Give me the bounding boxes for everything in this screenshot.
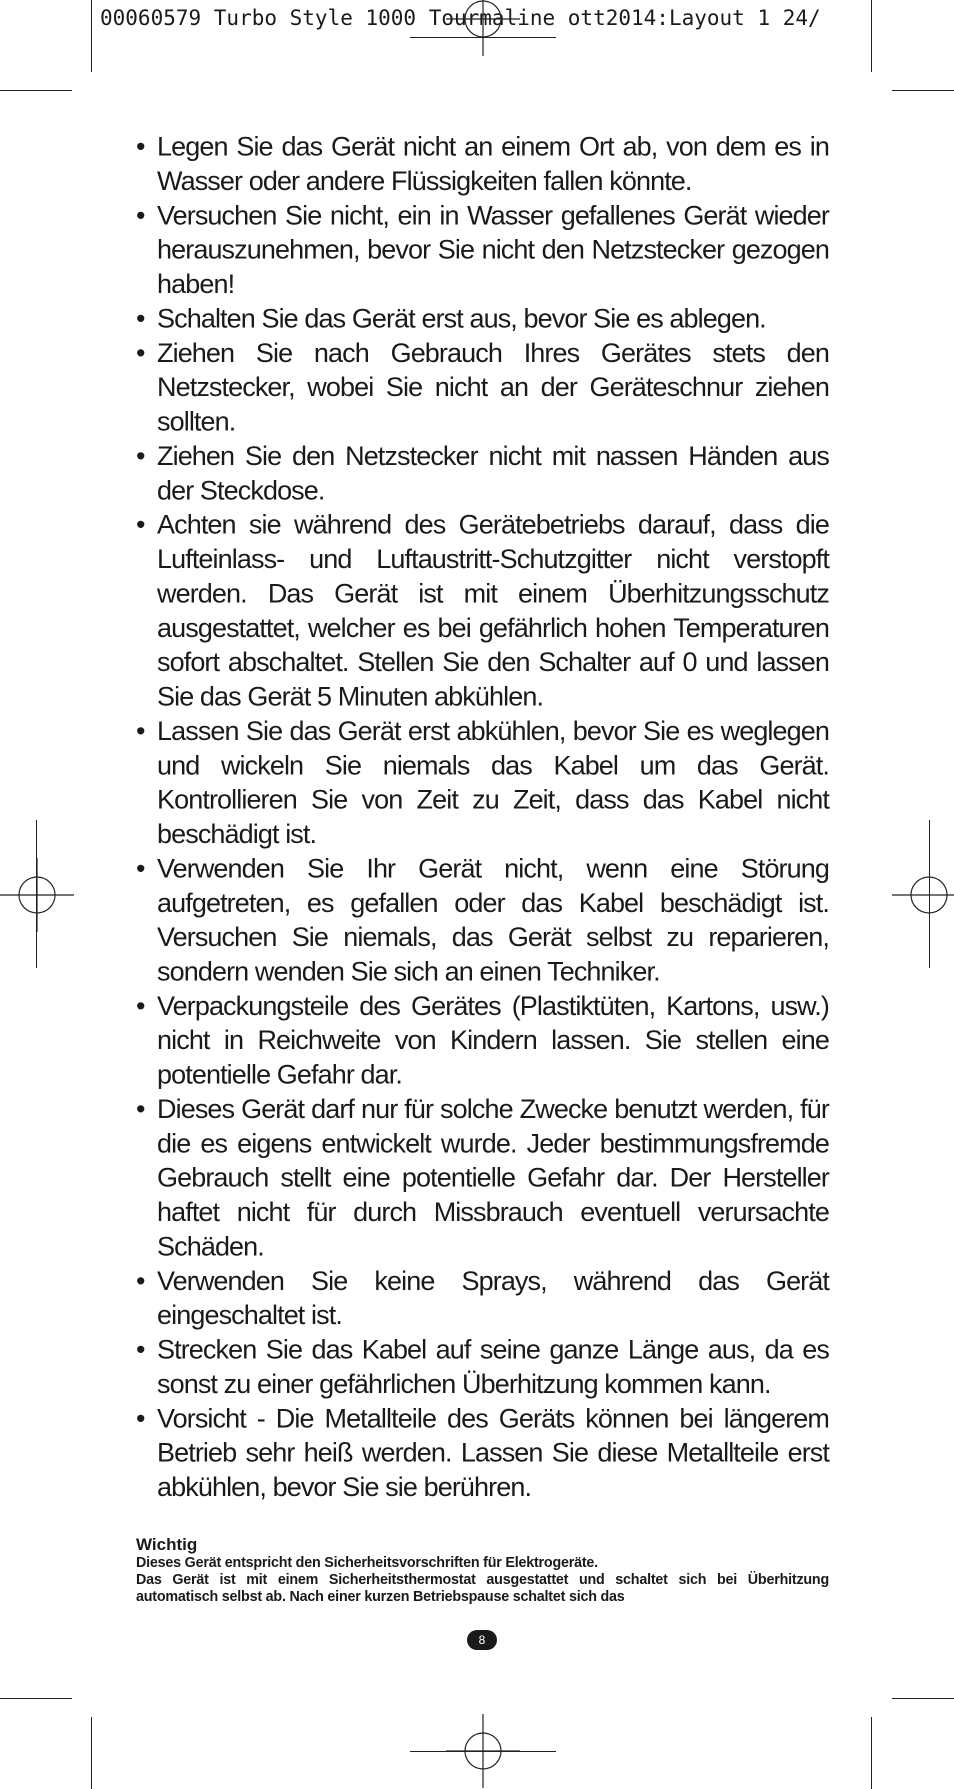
safety-bullet-item: • Strecken Sie das Kabel auf seine ganze Länge aus, da es sonst zu einer gefährlichen Überhitzung kommen kann.	[136, 1333, 829, 1402]
crop-mark-bottom-left-h	[0, 1698, 72, 1699]
safety-bullet-list	[136, 130, 829, 1505]
registration-mark-left-axis	[36, 820, 37, 968]
crop-mark-bottom-right-h	[892, 1698, 954, 1699]
safety-bullet-item: • Schalten Sie das Gerät erst aus, bevor Sie es ablegen.	[136, 302, 829, 336]
crop-mark-top-left-h	[0, 90, 72, 91]
registration-mark-bottom-axis	[410, 1751, 556, 1752]
crop-mark-top-left	[91, 0, 92, 72]
crop-mark-top-right-h	[892, 90, 954, 91]
safety-bullet-item: • Vorsicht - Die Metallteile des Geräts können bei längerem Betrieb sehr heiß werden. Lassen Sie diese Metallteile erst abkühlen, bevor Sie sie berühren.	[136, 1402, 829, 1505]
safety-bullet-item: • Dieses Gerät darf nur für solche Zwecke benutzt werden, für die es eigens entwickelt wurde. Jeder bestimmungsfremde Gebrauch stellt eine potentielle Gefahr dar. Der Hersteller haftet nicht für durch Missbrauch eventuell verursachte Schäden.	[136, 1092, 829, 1264]
safety-bullet-item: • Legen Sie das Gerät nicht an einem Ort ab, von dem es in Wasser oder andere Flüssigkeiten fallen könnte.	[136, 130, 829, 199]
notice-line-2: Das Gerät ist mit einem Sicherheitsthermostat ausgestattet und schaltet sich bei Überhitzung automatisch selbst ab. Nach einer kurzen Betriebspause schaltet sich das	[136, 1572, 829, 1605]
safety-bullet-item: • Ziehen Sie nach Gebrauch Ihres Gerätes stets den Netzstecker, wobei Sie nicht an der Geräteschnur ziehen sollten.	[136, 336, 829, 439]
registration-mark-top-icon	[446, 0, 520, 56]
crop-mark-bottom-right	[871, 1717, 872, 1789]
important-notice	[136, 1534, 829, 1606]
registration-mark-right-axis	[929, 820, 930, 968]
registration-mark-left-icon	[0, 858, 74, 932]
crop-mark-top-right	[871, 0, 872, 72]
crop-mark-bottom-left	[91, 1717, 92, 1789]
safety-bullet-item: • Verwenden Sie Ihr Gerät nicht, wenn eine Störung aufgetreten, es gefallen oder das Kabel beschädigt ist. Versuchen Sie niemals, das Gerät selbst zu reparieren, sondern wenden Sie sich an einen Techniker.	[136, 852, 829, 989]
registration-mark-top-axis	[410, 37, 556, 38]
safety-bullet-item: • Ziehen Sie den Netzstecker nicht mit nassen Händen aus der Steckdose.	[136, 439, 829, 508]
document-slug-header: 00060579 Turbo Style 1000 Tourmaline ott2014:Layout 1 24/	[100, 6, 821, 30]
notice-line-1: Dieses Gerät entspricht den Sicherheitsvorschriften für Elektrogeräte.	[136, 1555, 598, 1571]
safety-bullet-item: • Verpackungsteile des Gerätes (Plastiktüten, Kartons, usw.) nicht in Reichweite von Kindern lassen. Sie stellen eine potentielle Gefahr dar.	[136, 989, 829, 1092]
safety-bullet-item: • Verwenden Sie keine Sprays, während das Gerät eingeschaltet ist.	[136, 1264, 829, 1333]
notice-title: Wichtig	[136, 1535, 198, 1554]
safety-bullet-item: • Lassen Sie das Gerät erst abkühlen, bevor Sie es weglegen und wickeln Sie niemals das Kabel um das Gerät. Kontrollieren Sie von Zeit zu Zeit, dass das Kabel nicht beschädigt ist.	[136, 714, 829, 851]
page-number-badge: 8	[467, 1630, 497, 1650]
safety-bullet-item: • Achten sie während des Gerätebetriebs darauf, dass die Lufteinlass- und Luftaustritt-Schutzgitter nicht verstopft werden. Das Gerät ist mit einem Überhitzungsschutz ausgestattet, welcher es bei gefährlich hohen Temperaturen sofort abschaltet. Stellen Sie den Schalter auf 0 und lassen Sie das Gerät 5 Minuten abkühlen.	[136, 508, 829, 714]
safety-instructions	[136, 130, 829, 1530]
registration-mark-right-icon	[892, 858, 954, 932]
safety-bullet-item: • Versuchen Sie nicht, ein in Wasser gefallenes Gerät wieder herauszunehmen, bevor Sie nicht den Netzstecker gezogen haben!	[136, 199, 829, 302]
